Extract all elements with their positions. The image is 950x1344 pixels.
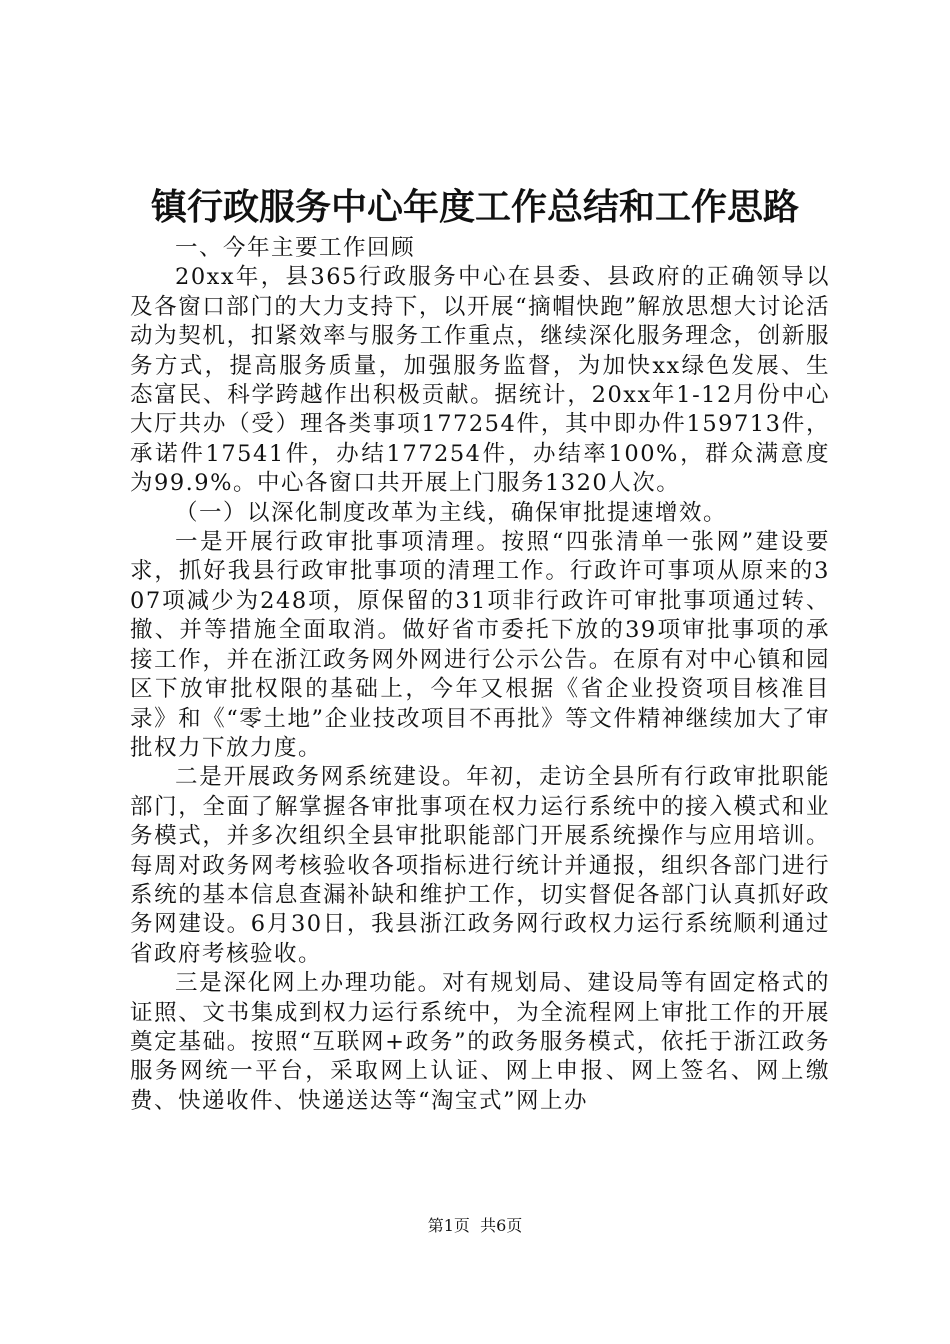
document-title: 镇行政服务中心年度工作总结和工作思路	[150, 186, 799, 228]
body-paragraph: 一是开展行政审批事项清理。按照“四张清单一张网”建设要求，抓好我县行政审批事项的清理工作。行政许可事项从原来的307项减少为248项，原保留的31项非行政许可审批事项通过转、撤、并等措施全面取消。做好省市委托下放的39项审批事项的承接工作，并在浙江政务网外网进行公示公告。在原有对中心镇和园区下放审批权限的基础上，今年又根据《省企业投资项目核准目录》和《“零土地”企业技改项目不再批》等文件精神继续加大了审批权力下放力度。	[130, 529, 830, 761]
document-body	[130, 234, 830, 1116]
section-heading: 一、今年主要工作回顾	[175, 235, 416, 261]
body-paragraph: 二是开展政务网系统建设。年初，走访全县所有行政审批职能部门，全面了解掌握各审批事项在权力运行系统中的接入模式和业务模式，并多次组织全县审批职能部门开展系统操作与应用培训。每周对政务网考核验收各项指标进行统计并通报，组织各部门进行系统的基本信息查漏补缺和维护工作，切实督促各部门认真抓好政务网建设。6月30日，我县浙江政务网行政权力运行系统顺利通过省政府考核验收。	[130, 764, 830, 967]
body-paragraph: 20xx年，县365行政服务中心在县委、县政府的正确领导以及各窗口部门的大力支持下，以开展“摘帽快跑”解放思想大讨论活动为契机，扣紧效率与服务工作重点，继续深化服务理念，创新服务方式，提高服务质量，加强服务监督，为加快xx绿色发展、生态富民、科学跨越作出积极贡献。据统计，20xx年1-12月份中心大厅共办（受）理各类事项177254件，其中即办件159713件，承诺件17541件，办结177254件，办结率100%，群众满意度为99.9%。中心各窗口共开展上门服务1320人次。	[130, 264, 830, 497]
page-number: 第1页	[427, 1216, 470, 1235]
body-paragraph: 三是深化网上办理功能。对有规划局、建设局等有固定格式的证照、文书集成到权力运行系统中，为全流程网上审批工作的开展奠定基础。按照“互联网+政务”的政务服务模式，依托于浙江政务服务网统一平台，采取网上认证、网上申报、网上签名、网上缴费、快递收件、快递送达等“淘宝式”网上办	[130, 970, 830, 1114]
page-footer	[0, 1215, 950, 1237]
subsection-heading: （一）以深化制度改革为主线，确保审批提速增效。	[175, 499, 728, 526]
page-total: 共6页	[480, 1216, 523, 1235]
